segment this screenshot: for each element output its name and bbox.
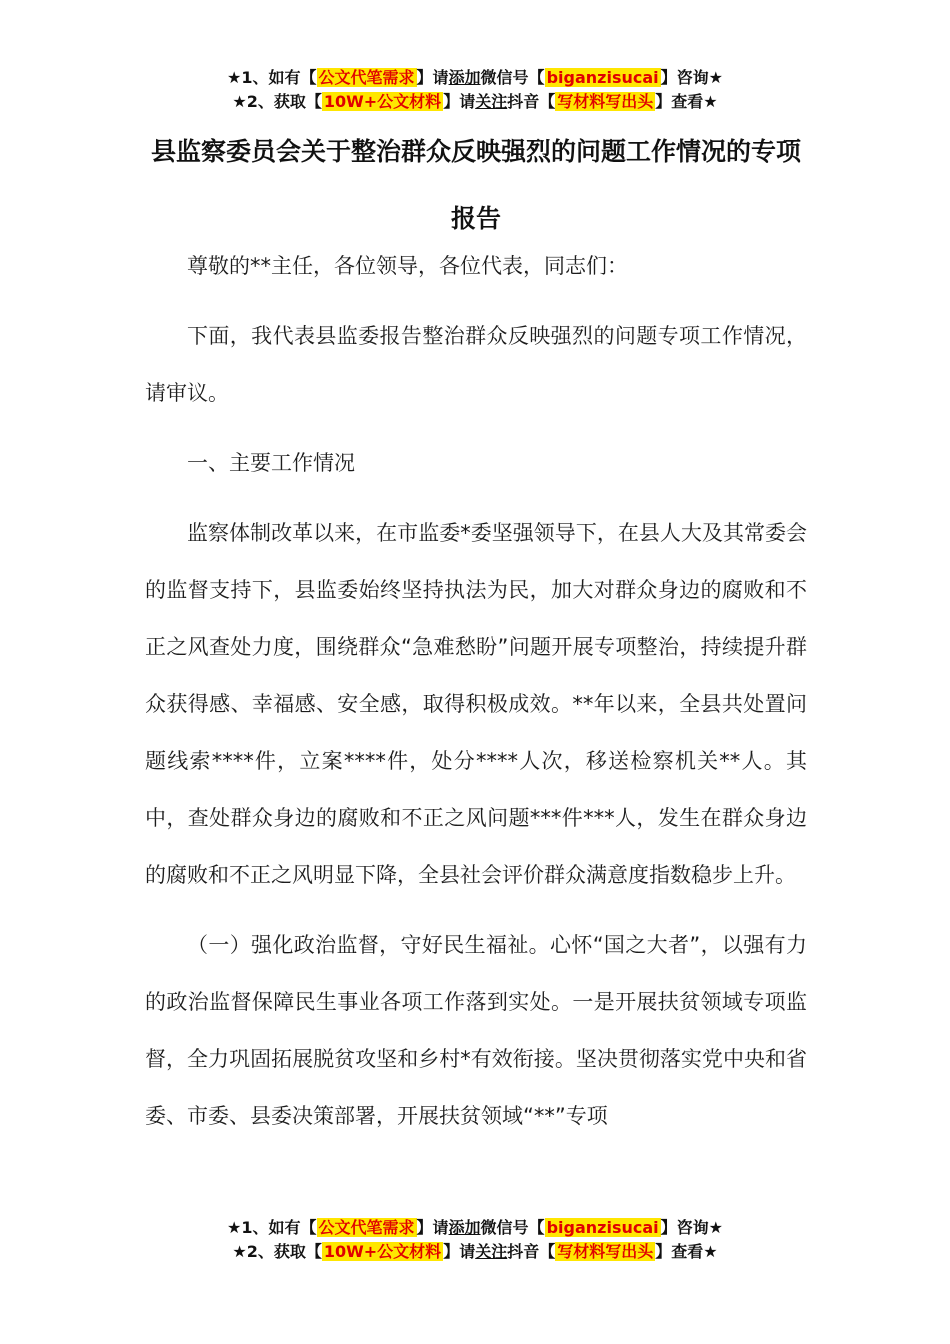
banner-text: 微信号【 [480, 68, 545, 87]
banner-text: ★1、如有【 [227, 1218, 317, 1237]
banner-text: 】请 [416, 1218, 449, 1237]
body-paragraph: （一）强化政治监督，守好民生福祉。心怀“国之大者”，以强有力的政治监督保障民生事业各项工作落到实处。一是开展扶贫领域专项监督，全力巩固拓展脱贫攻坚和乡村*有效衔接。坚决贯彻落实党中央和省委、市委、县委决策部署，开展扶贫领域“**”专项 [145, 933, 807, 1128]
banner-highlight: 写材料写出头 [557, 92, 654, 111]
banner-highlight: 公文代笔需求 [318, 1218, 415, 1237]
document-body [145, 238, 807, 1158]
banner-text: 】请 [443, 1242, 476, 1261]
banner-highlight: 写材料写出头 [557, 1242, 654, 1261]
banner-text: 】查看★ [655, 92, 718, 111]
banner-text: ★2、获取【 [232, 92, 322, 111]
banner-underline: 添加 [448, 1218, 481, 1237]
banner-text: 微信号【 [480, 1218, 545, 1237]
banner-text: 】查看★ [655, 1242, 718, 1261]
banner-text: 】咨询★ [660, 1218, 723, 1237]
banner-text: 】咨询★ [660, 68, 723, 87]
banner-text: 】请 [416, 68, 449, 87]
banner-highlight: biganzisucai [546, 1218, 659, 1237]
banner-underline: 添加 [448, 68, 481, 87]
banner-text: ★2、获取【 [232, 1242, 322, 1261]
banner-highlight: 公文代笔需求 [318, 68, 415, 87]
banner-highlight: 10W+公文材料 [323, 1242, 442, 1261]
section-heading: 一、主要工作情况 [187, 451, 355, 475]
bottom-banner [0, 1216, 950, 1264]
banner-line-1 [0, 66, 950, 90]
banner-highlight: 10W+公文材料 [323, 92, 442, 111]
banner-underline: 关注 [475, 1242, 508, 1261]
banner-text: 抖音【 [507, 1242, 556, 1261]
banner-highlight: biganzisucai [546, 68, 659, 87]
intro-paragraph: 下面，我代表县监委报告整治群众反映强烈的问题专项工作情况，请审议。 [145, 324, 807, 405]
body-paragraph: 监察体制改革以来，在市监委*委坚强领导下，在县人大及其常委会的监督支持下，县监委始终坚持执法为民，加大对群众身边的腐败和不正之风查处力度，围绕群众“急难愁盼”问题开展专项整治，持续提升群众获得感、幸福感、安全感，取得积极成效。**年以来，全县共处置问题线索****件，立案****件，处分****人次，移送检察机关**人。其中，查处群众身边的腐败和不正之风问题***件***人，发生在群众身边的腐败和不正之风明显下降，全县社会评价群众满意度指数稳步上升。 [145, 521, 807, 887]
banner-text: 】请 [443, 92, 476, 111]
banner-text: ★1、如有【 [227, 68, 317, 87]
top-banner [0, 66, 950, 114]
banner-line-2 [0, 1240, 950, 1264]
banner-text: 抖音【 [507, 92, 556, 111]
banner-line-2 [0, 90, 950, 114]
salutation: 尊敬的**主任，各位领导，各位代表，同志们： [187, 254, 628, 278]
document-title: 县监察委员会关于整治群众反映强烈的问题工作情况的专项报告 [150, 137, 801, 233]
banner-underline: 关注 [475, 92, 508, 111]
banner-line-1 [0, 1216, 950, 1240]
